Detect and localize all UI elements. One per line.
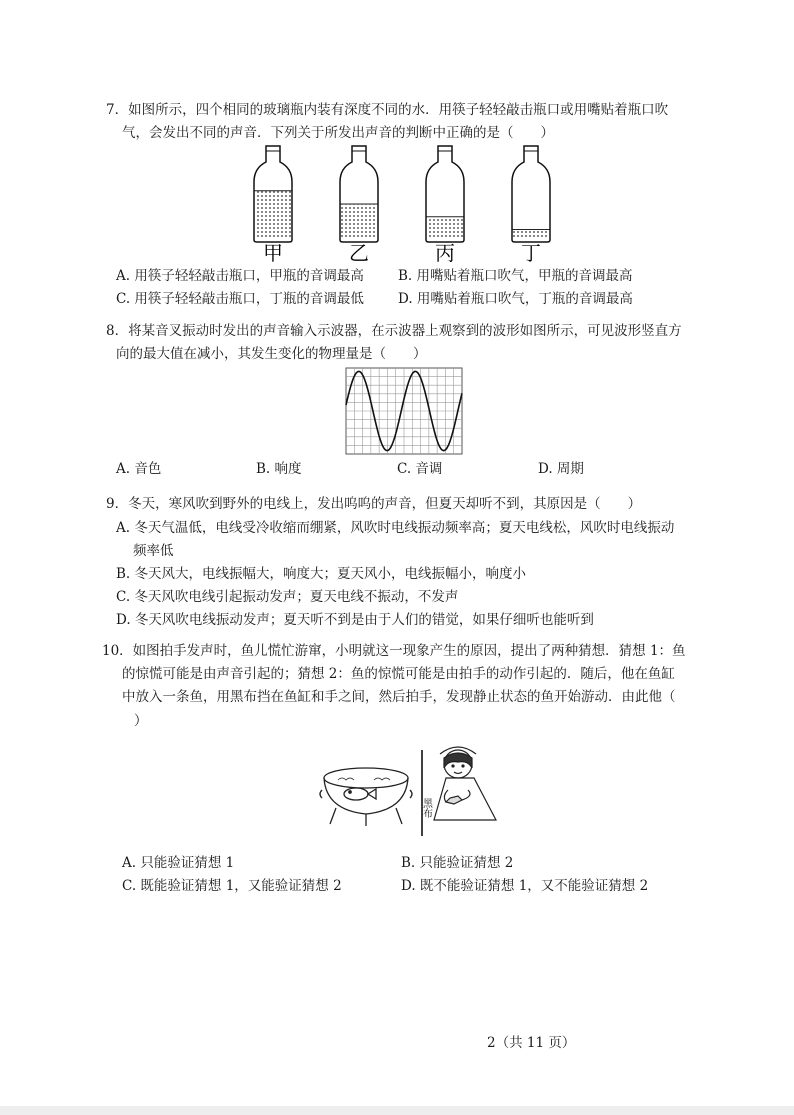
oscilloscope-waveform bbox=[345, 367, 463, 455]
q10-option-a: A. 只能验证猜想 1 bbox=[122, 855, 235, 871]
q8-stem-line1: 8．将某音叉振动时发出的声音输入示波器，在示波器上观察到的波形如图所示，可见波形竖直方 bbox=[106, 323, 682, 339]
q9-option-b: B. 冬天风大，电线振幅大，响度大；夏天风小，电线振幅小，响度小 bbox=[116, 566, 527, 582]
black-cloth-label: 黑布 bbox=[420, 798, 432, 818]
bottle-water-2 bbox=[427, 217, 463, 239]
bottom-edge bbox=[0, 1106, 794, 1115]
q7-stem-line1: 7．如图所示，四个相同的玻璃瓶内装有深度不同的水．用筷子轻轻敲击瓶口或用嘴贴着瓶口吹 bbox=[106, 102, 669, 118]
q9-option-a-line1: A. 冬天气温低，电线受冷收缩而绷紧，风吹时电线振动频率高；夏天电线松，风吹时电线振动 bbox=[116, 520, 675, 536]
q8-option-a: A. 音色 bbox=[116, 461, 162, 477]
q10-stem-line3: 中放入一条鱼，用黑布挡在鱼缸和手之间，然后拍手，发现静止状态的鱼开始游动．由此他（ bbox=[122, 689, 676, 705]
q7-stem-line2: 气，会发出不同的声音．下列关于所发出声音的判断中正确的是（ ） bbox=[122, 125, 554, 141]
q9-option-d: D. 冬天风吹电线振动发声；夏天听不到是由于人们的错觉，如果仔细听也能听到 bbox=[116, 612, 594, 628]
fish-tank-clap-figure bbox=[318, 740, 498, 838]
q9-stem: 9．冬天，寒风吹到野外的电线上，发出呜呜的声音，但夏天却听不到，其原因是（ ） bbox=[106, 496, 642, 512]
bottle-water-0 bbox=[255, 191, 291, 239]
q9-option-a-line2: 频率低 bbox=[133, 543, 174, 559]
q10-option-c: C. 既能验证猜想 1，又能验证猜想 2 bbox=[122, 878, 342, 894]
bottle-label-ding: 丁 bbox=[521, 241, 541, 265]
bottle-label-bing: 丙 bbox=[435, 241, 455, 265]
q8-option-c: C. 音调 bbox=[397, 461, 443, 477]
q7-option-c: C. 用筷子轻轻敲击瓶口，丁瓶的音调最低 bbox=[116, 291, 364, 307]
bottles-figure bbox=[248, 142, 558, 267]
q10-option-d: D. 既不能验证猜想 1，又不能验证猜想 2 bbox=[401, 878, 649, 894]
fish-tank-illustration bbox=[320, 768, 412, 826]
q9-option-c: C. 冬天风吹电线引起振动发声；夏天电线不振动，不发声 bbox=[116, 589, 459, 605]
q8-option-d: D. 周期 bbox=[538, 461, 584, 477]
q8-stem-line2: 向的最大值在减小，其发生变化的物理量是（ ） bbox=[116, 346, 427, 362]
bottle-label-jia: 甲 bbox=[263, 241, 283, 265]
q10-stem-line1: 10．如图拍手发声时，鱼儿慌忙游窜，小明就这一现象产生的原因，提出了两种猜想．猜想 1：鱼 bbox=[102, 643, 686, 659]
bottle-label-yi: 乙 bbox=[349, 241, 369, 265]
bottle-water-1 bbox=[341, 204, 377, 239]
q8-option-b: B. 响度 bbox=[256, 461, 302, 477]
q7-option-a: A. 用筷子轻轻敲击瓶口，甲瓶的音调最高 bbox=[116, 268, 364, 284]
bottle-water-3 bbox=[513, 230, 549, 239]
girl-clapping-illustration bbox=[434, 747, 496, 820]
q10-stem-line2: 的惊慌可能是由声音引起的；猜想 2：鱼的惊慌可能是由拍手的动作引起的．随后，他在鱼缸 bbox=[122, 666, 675, 682]
q10-option-b: B. 只能验证猜想 2 bbox=[401, 855, 514, 871]
q10-stem-line4: ） bbox=[134, 713, 148, 729]
page-number: 2（共 11 页） bbox=[487, 1035, 576, 1051]
q7-option-d: D. 用嘴贴着瓶口吹气，丁瓶的音调最高 bbox=[398, 291, 633, 307]
q7-option-b: B. 用嘴贴着瓶口吹气，甲瓶的音调最高 bbox=[398, 268, 633, 284]
bottle-outline-3 bbox=[512, 146, 550, 242]
